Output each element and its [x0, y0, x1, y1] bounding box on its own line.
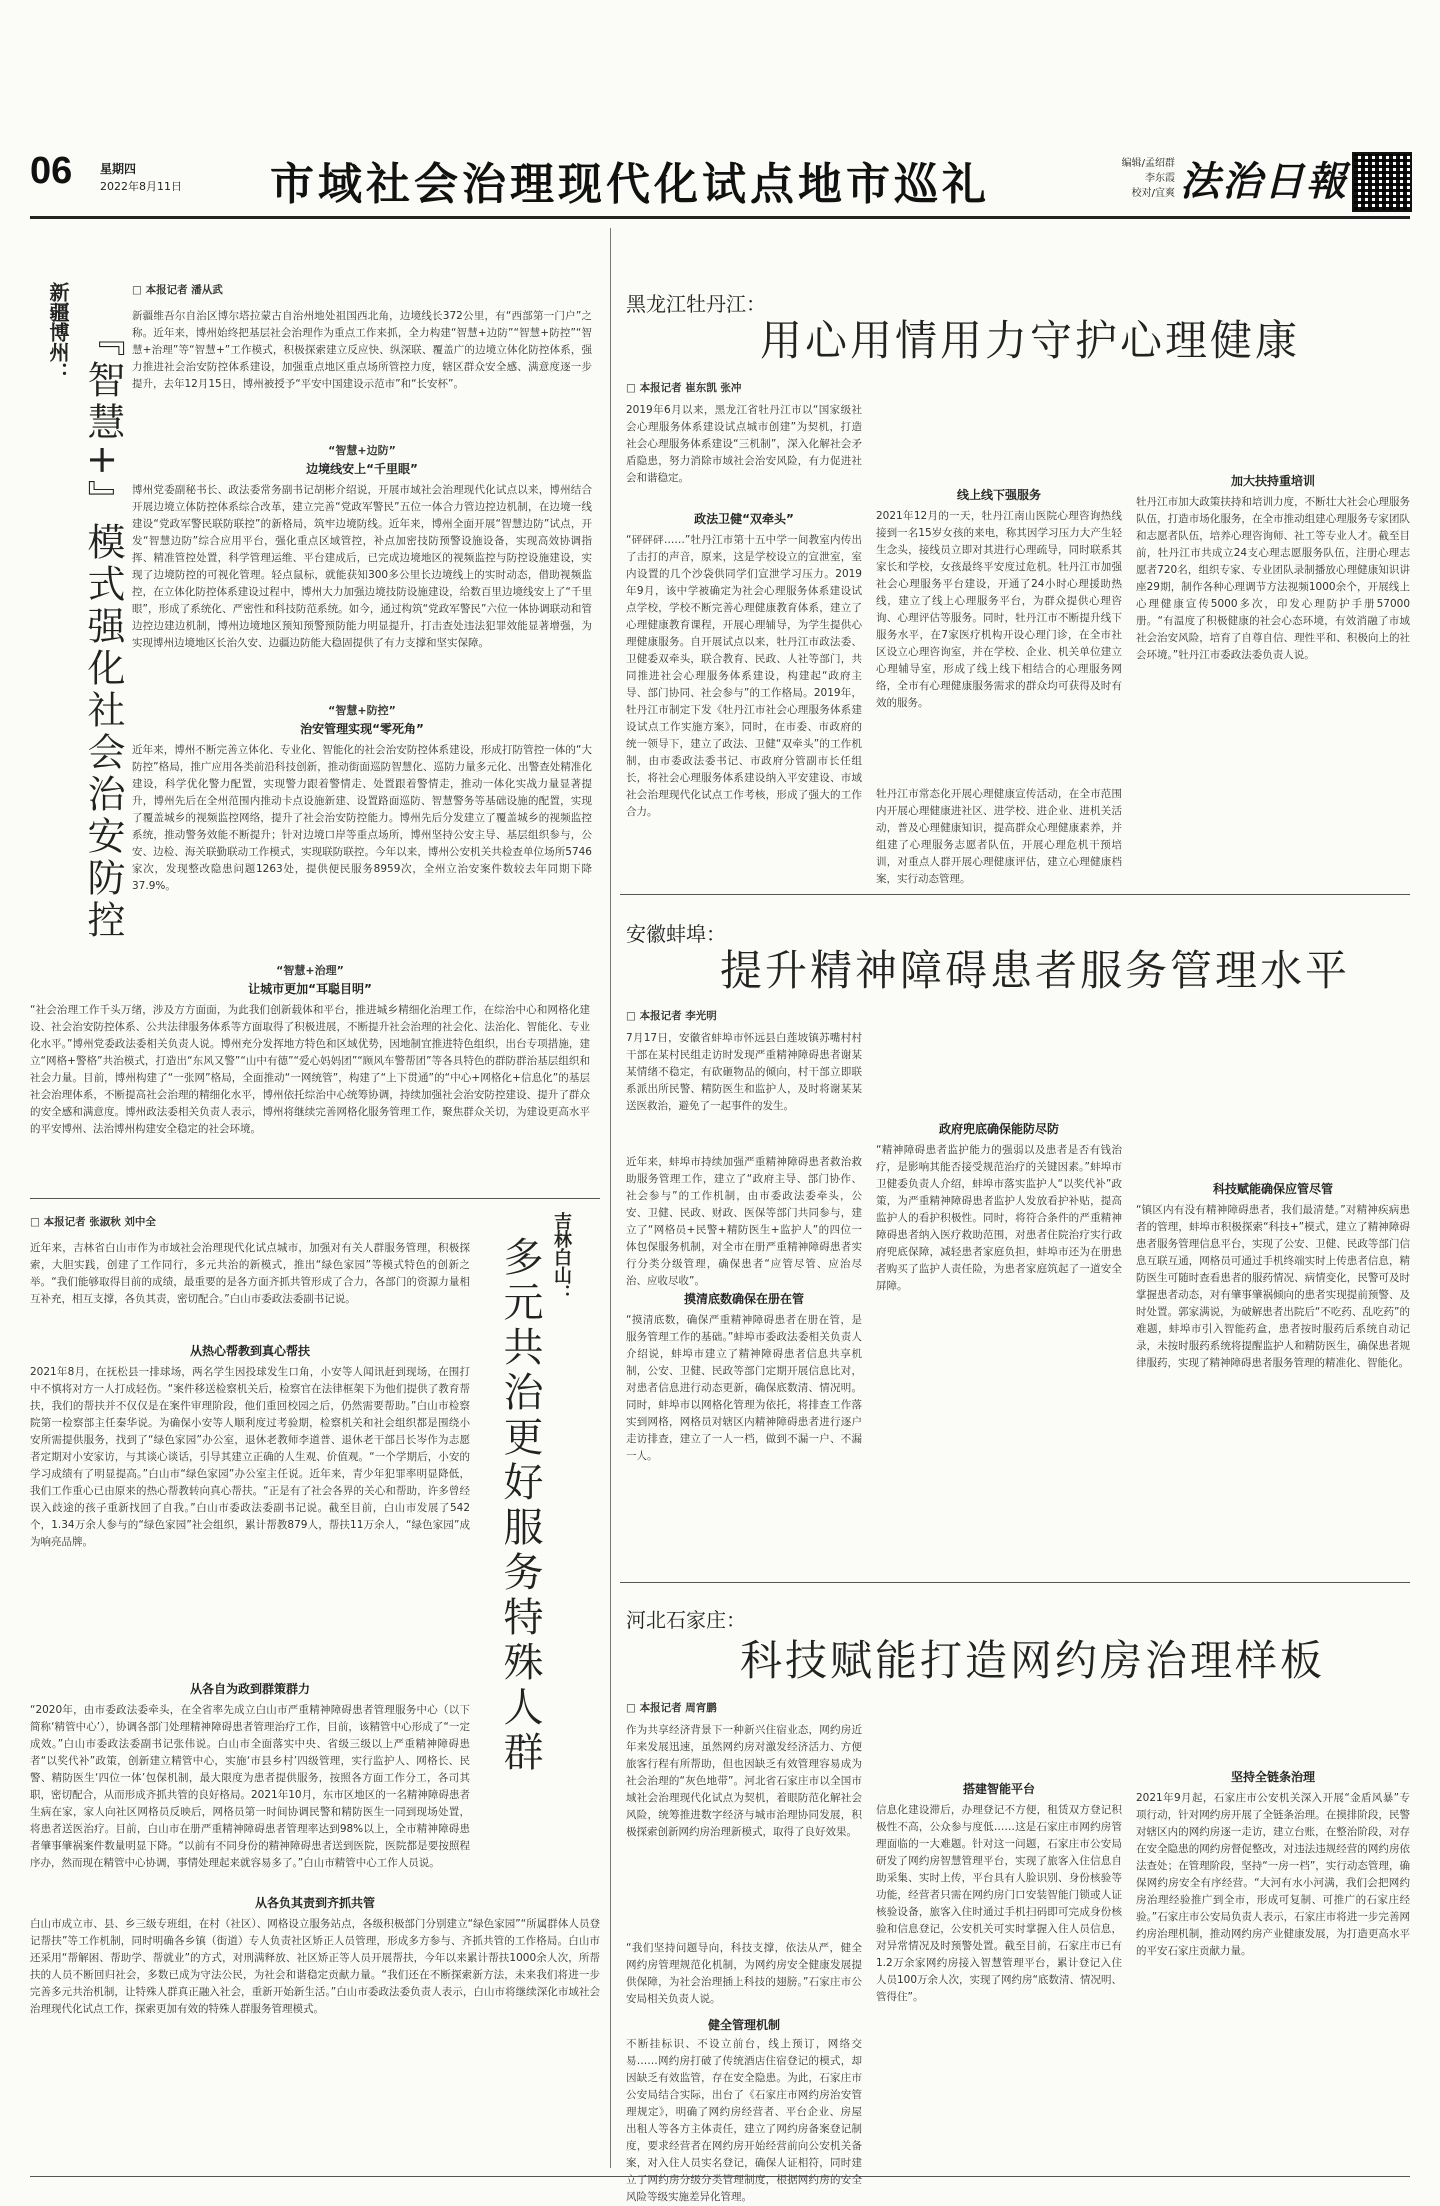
article-1-byline: □ 本报记者 潘从武	[132, 284, 223, 296]
article-3-section-2: 2021年12月的一天，牡丹江南山医院心理咨询热线接到一名15岁女孩的来电，称其因学习压力大产生轻生念头，接线员立即对其进行心理疏导，同时联系其家长和学校，女孩最终平安度过危机。牡丹江市加强社会心理服务平台建设，开通了24小时心理援助热线，建立了线上心理服务平台，为群众提供心理咨询、心理评估等服务。同时，牡丹江市不断提升线下服务水平，在7家医疗机构开设心理门诊，在全市社区设立心理咨询室，并在学校、企业、机关单位建立心理辅导室，形成了线上线下相结合的心理服务网络，全市有心理健康服务需求的群众均可获得及时有效的服务。	[876, 510, 1122, 709]
article-3-section-1-cont	[876, 380, 1122, 480]
article-4-title: 提升精神障碍患者服务管理水平	[720, 946, 1351, 995]
article-1-intro: 新疆维吾尔自治区博尔塔拉蒙古自治州地处祖国西北角，边境线长372公里，有“西部第一门户”之称。近年来，博州始终把基层社会治理作为重点工作来抓，全力构建“智慧+边防”“智慧+防控”“智慧+治理”等“智慧+”工作模式，积极探索建立反应快、纵深联、覆盖广的边境立体化防控体系，强力推进社会治安防控体系建设，加强重点地区重点场所管控力度，辖区群众安全感、满意度逐一步提升，去年12月15日，博州被授予“平安中国建设示范市”和“长安杯”。	[132, 310, 592, 390]
article-4-section-1: 近年来，蚌埠市持续加强严重精神障碍患者救治救助服务管理工作，建立了“政府主导、部门协作、社会参与”的工作机制，由市委政法委牵头，公安、卫健、民政、财政、医保等部门共同参与，建立了“网格员+民警+精防医生+监护人”的四位一体包保服务机制，对全市在册严重精神障碍患者实行分类分级管理，确保患者“应管尽管、应治尽治、应收尽收”。	[626, 1156, 862, 1287]
section-banner: 市域社会治理现代化试点地市巡礼	[270, 159, 990, 210]
article-1-subhead-3a: “智慧+治理”	[276, 964, 344, 977]
article-3-byline: □ 本报记者 崔东凯 张冲	[626, 382, 742, 394]
article-5-subhead-2: 搭建智能平台	[962, 1782, 1035, 1796]
article-3-kicker: 黑龙江牡丹江：	[626, 292, 766, 316]
article-1-subhead-3b: 让城市更加“耳聪目明”	[248, 982, 372, 996]
issue-date: 2022年8月11日	[100, 180, 182, 193]
article-3-section-1: “砰砰砰……”牡丹江市第十五中学一间教室内传出了击打的声音，原来，这是学校设立的宣泄室，室内设置的几个沙袋供同学们宣泄学习压力。2019年9月，该中学被确定为社会心理服务体系建设试点学校，学校不断完善心理健康教育体系，建立了心理健康教育课程，开展心理辅导，为学生提供心理健康服务。自开展试点以来，牡丹江市政法委、卫健委双牵头，联合教育、民政、人社等部门，共同推进社会心理服务体系建设，构建起“政府主导、部门协同、社会参与”的工作格局。2019年，牡丹江市制定下发《牡丹江市社会心理服务体系建设试点工作实施方案》，同时，在市委、市政府的统一领导下，建立了政法、卫健“双牵头”的工作机制，由市委政法委书记、市政府分管副市长任组长，将社会心理服务体系建设纳入平安建设、市域社会治理现代化试点工作考核，形成了强大的工作合力。	[626, 534, 862, 818]
article-2-subhead-1: 从热心帮教到真心帮扶	[189, 1344, 310, 1358]
article-4-intro: 7月17日，安徽省蚌埠市怀远县白莲坡镇苏嘴村村干部在某村民组走访时发现严重精神障碍患者谢某某情绪不稳定，有砍砸物品的倾向，村干部立即联系派出所民警、精防医生和监护人，及时将谢某某送医救治，避免了一起事件的发生。	[626, 1032, 862, 1112]
article-3-section-3: 牡丹江市常态化开展心理健康宣传活动，在全市范围内开展心理健康进社区、进学校、进企业、进机关活动，普及心理健康知识，提高群众心理健康素养，并组建了心理服务志愿者队伍，开展心理危机干预培训，对重点人群开展心理健康评估，建立心理健康档案，实行动态管理。	[876, 788, 1122, 885]
article-4-subhead-1: 摸清底数确保在册在管	[683, 1292, 804, 1306]
article-1-subhead-1b: 边境线安上“千里眼”	[306, 462, 418, 476]
article-3-intro: 2019年6月以来，黑龙江省牡丹江市以“国家级社会心理服务体系建设试点城市创建”为契机，打造社会心理服务体系建设“三机制”，深入化解社会矛盾隐患，努力消除市域社会治安风险，有力促进社会和谐稳定。	[626, 404, 862, 484]
article-3-section-4: 牡丹江市加大政策扶持和培训力度，不断壮大社会心理服务队伍，打造市场化服务，在全市推动组建心理服务专家团队和志愿者队伍，培养心理咨询师、社工等专业人才。截至目前，牡丹江市共成立24支心理志愿服务队伍，注册心理志愿者720名，组织专家、专业团队录制播放心理健康知识讲座29期，制作各种心理调节方法视频1000余个，开展线上心理健康宣传5000多次，印发心理防护手册57000册。“有温度了积极健康的社会心态环境，有效消融了市域社会治安风险，培育了自尊自信、理性平和、积极向上的社会环境。”牡丹江市委政法委负责人说。	[1136, 496, 1410, 661]
article-5-kicker: 河北石家庄：	[626, 1608, 746, 1632]
masthead-logo: 法治日報	[1180, 158, 1348, 205]
article-2-kicker: 吉林白山：	[551, 1212, 572, 1302]
editor-credit	[1085, 156, 1175, 201]
article-3-title: 用心用情用力守护心理健康	[760, 316, 1301, 365]
article-5-section-1: “我们坚持问题导向，科技支撑，依法从严，健全网约房管理规范化机制，为网约房安全健康发展提供保障，为社会治理插上科技的翅膀。”石家庄市公安局相关负责人说。	[626, 1942, 862, 2005]
article-4-byline: □ 本报记者 李光明	[626, 1010, 717, 1022]
article-3-subhead-1: 政法卫健“双牵头”	[694, 512, 794, 526]
article-divider-3	[620, 1582, 1410, 1583]
article-1-subhead-2b: 治安管理实现“零死角”	[300, 722, 424, 736]
article-1-subhead-2a: “智慧+防控”	[328, 704, 396, 717]
footer-rule	[30, 2176, 1410, 2177]
article-5-intro: 作为共享经济背景下一种新兴住宿业态，网约房近年来发展迅速，虽然网约房对激发经济活力、方便旅客行程有所帮助，但也因缺乏有效管理容易成为社会治理的“灰色地带”。河北省石家庄市以全国市域社会治理现代化试点为契机，着眼防范化解社会风险，统筹推进数字经济与城市治理协同发展，积极探索创新网约房治理新模式，取得了良好效果。	[626, 1724, 862, 1838]
article-1-subhead-1a: “智慧+边防”	[328, 444, 396, 457]
issue-weekday: 星期四	[100, 162, 137, 176]
article-5-byline: □ 本报记者 周宵鹏	[626, 1702, 717, 1714]
article-1-title: 『智慧+』模式强化社会治安防控	[81, 318, 125, 942]
article-2-subhead-3: 从各负其责到齐抓共管	[254, 1896, 375, 1910]
qr-code[interactable]	[1352, 152, 1412, 212]
article-2-title: 多元共治更好服务特殊人群	[497, 1236, 543, 1776]
header-rule	[30, 216, 1410, 219]
article-2-subhead-2: 从各自为政到群策群力	[189, 1682, 310, 1696]
article-2-intro: 近年来，吉林省白山市作为市域社会治理现代化试点城市，加强对有关人群服务管理，积极探索，大胆实践，创建了工作同行，多元共治的新模式，推出“绿色家园”等模式特色的创新之举。“我们能够取得目前的成绩，最重要的是各方面齐抓共管形成了合力，各部门的资源力量相互补充，相互支撑，各负其责，密切配合。”白山市委政法委副书记说。	[30, 1242, 470, 1305]
article-1-section-3: “社会治理工作千头万绪，涉及方方面面，为此我们创新载体和平台，推进城乡精细化治理工作，在综治中心和网格化建设、社会治安防控体系、公共法律服务体系等方面取得了积极进展，不断提升社会治理的社会化、法治化、智能化、专业化水平。”博州党委政法委相关负责人说。博州充分发挥地方特色和区域优势，因地制宜推进特色组织，出台专项措施，建立“网格+警格”共治模式，打造出“东风又警”“山中有德”“爱心妈妈团”“顾风车警帮团”等各具特色的群防群治基层组织和社会力量。目前，博州构建了“一张网”格局，全面推动“一网统管”，构建了“上下贯通”的“中心+网格化+信息化”的基层社会治理体系，不断提高社会治理的精细化水平，博州依托综治中心统筹协调，持续加强社会治安防控建设、提升了群众的安全感和满意度。博州政法委相关负责人表示，博州将继续完善网格化服务管理工作，聚焦群众关切，为建设更高水平的平安博州、法治博州构建安全稳定的社会环境。	[30, 1004, 590, 1135]
article-5-section-4: 2021年9月起，石家庄市公安机关深入开展“金盾风暴”专项行动，针对网约房开展了全链条治理。在摸排阶段，民警对辖区内的网约房逐一走访，建立台账，在整治阶段，对存在安全隐患的网约房督促整改，对违法违规经营的网约房依法查处；在管理阶段，坚持“一房一档”，实行动态管理，确保网约房安全有序经营。“大河有水小河满，我们会把网约房治理经验推广到全市，形成可复制、可推广的石家庄经验。”石家庄市公安局负责人表示，石家庄市将进一步完善网约房治理机制，推动网约房产业健康发展，为打造更高水平的平安石家庄贡献力量。	[1136, 1792, 1410, 1957]
article-2-section-3: 白山市成立市、县、乡三级专班组，在村（社区）、网格设立服务站点，各级积极部门分别建立“绿色家园”“所属群体人员登记帮扶”等工作机制，同时明确各乡镇（街道）专人负责社区矫正人员管理，形成多方参与、齐抓共管的工作格局。白山市还采用“帮解困、帮助学、帮就业”的方式，对刑满释放、社区矫正等人员开展帮扶，今年以来累计帮扶1000余人次，所帮扶的人员不断回归社会，多数已成为守法公民，为社会和谐稳定贡献力量。“我们还在不断探索新方法，未来我们将进一步完善多元共治机制，让特殊人群真正融入社会，重新开始新生活。”白山市委政法委负责人表示，白山市将继续深化市域社会治理现代化试点工作，探索更加有效的特殊人群服务管理模式。	[30, 1918, 600, 2015]
article-3-subhead-2: 线上线下强服务	[956, 488, 1041, 502]
article-5-subhead-3: 坚持全链条治理	[1230, 1770, 1315, 1784]
article-4-subhead-3: 科技赋能确保应管尽管	[1212, 1182, 1333, 1196]
proof-name: 校对/宜爽	[1131, 188, 1175, 199]
article-1-kicker: 新疆博州：	[46, 282, 70, 382]
article-5-subhead-1: 健全管理机制	[707, 2018, 780, 2032]
article-3-subhead-3: 加大扶持重培训	[1230, 474, 1315, 488]
page-number: 06	[30, 150, 73, 192]
article-1-section-2: 近年来，博州不断完善立体化、专业化、智能化的社会治安防控体系建设，形成打防管控一体的“大防控”格局，推广应用各类前沿科技创新，推动街面巡防智慧化、巡防力量多元化、出警查处精准化建设，科学优化警力配置，实现警力跟着警情走、处置跟着警情走，推动一体化实战力量显著提升，博州先后在全州范围内推动卡点设施新建、设置路面巡防、智慧警务等基础设施的配置，实现了覆盖城乡的视频监控网络，提升了社会治安防控能力。博州先后分发建立了覆盖城乡的视频监控系统，推动警务效能不断提升；针对边境口岸等重点场所，博州坚持公安主导、基层组织参与，公安、边检、海关联勤联动工作模式，实现联防联控。今年以来，博州公安机关共检查单位场所5746家次，发现整改隐患问题1263处，提供便民服务8959次，全州立治安案件数较去年同期下降37.9%。	[132, 744, 592, 892]
designer-name: 李东霞	[1145, 173, 1175, 184]
article-4-subhead-2: 政府兜底确保能防尽防	[938, 1122, 1059, 1136]
article-4-kicker: 安徽蚌埠：	[626, 922, 726, 946]
article-4-section-4: “镇区内有没有精神障碍患者，我们最清楚。”对精神疾病患者的管理，蚌埠市积极探索“科技+”模式，建立了精神障碍患者服务管理信息平台，实现了公安、卫健、民政等部门信息互联互通，网格员可通过手机终端实时上传患者信息，精防医生可随时查看患者的服药情况、病情变化，民警可及时掌握患者动态，对有肇事肇祸倾向的患者实现提前预警、及时处置。郭家满说，为破解患者出院后“不吃药、乱吃药”的难题，蚌埠市引入智能药盒，患者按时服药后系统自动记录，未按时服药系统将提醒监护人和精防医生，确保患者规律服药，实现了精神障碍患者服务管理的精准化、智能化。	[1136, 1204, 1410, 1369]
article-4-section-2: “摸清底数，确保严重精神障碍患者在册在管，是服务管理工作的基础。”蚌埠市委政法委相关负责人介绍说，蚌埠市建立了精神障碍患者信息共享机制，公安、卫健、民政等部门定期开展信息比对，对患者信息进行动态更新，确保底数清、情况明。同时，蚌埠市以网格化管理为依托，将排查工作落实到网格，网格员对辖区内精神障碍患者进行逐户走访排查，建立了一人一档，做到不漏一户、不漏一人。	[626, 1314, 862, 1462]
article-2-byline: □ 本报记者 张淑秋 刘中全	[30, 1216, 156, 1228]
column-divider-left	[610, 228, 611, 2168]
article-2-section-1: 2021年8月，在抚松县一排球场，两名学生因投球发生口角，小安等人闻讯赶到现场，在围打中不慎将对方一人打成轻伤。“案件移送检察机关后，检察官在法律框架下为他们提供了教育帮扶，我们的帮扶并不仅仅是在案件审理阶段，他们重回校园之后，仍然需要帮助。”白山市检察院第一检察部主任秦华说。为确保小安等人顺利度过考验期，检察机关和社会组织都是围绕小安所需提供服务，找到了“绿色家园”办公室，退休老教师李道普、退休老干部吕长岑作为志愿者定期对小安家访，与其谈心谈话，引导其建立正确的人生观、价值观。“一个学期后，小安的学习成绩有了明显提高。”白山市“绿色家园”办公室主任说。近年来，青少年犯罪率明显降低，我们工作重心已由原来的热心帮教转向真心帮扶。“正是有了社会各界的关心和帮助，许多曾经误入歧途的孩子重新找回了自我。”白山市委政法委副书记说。截至目前，白山市发展了542个，1.34万余人参与的“绿色家园”社会组织，累计帮教879人，帮扶11万余人，“绿色家园”成为响亮品牌。	[30, 1366, 470, 1548]
article-1-section-1: 博州党委副秘书长、政法委常务副书记胡彬介绍说，开展市域社会治理现代化试点以来，博州结合开展边境立体防控体系综合改革，建立完善“党政军警民”五位一体合力管边控边机制，在边境一线建设“党政军警民联防联控”的新格局，筑牢边境防线。近年来，博州全面开展“智慧边防”试点，开发“智慧边防”综合应用平台，强化重点区域管控，补点加密技防预警设施设备，实现高效协调指挥、精准管控处置，科学管理运维、平台建成后，已完成边境地区的视频监控与防控设施建设，实现了边境防控的可视化管理。轻点鼠标，就能获知300多公里长边境线上的实时动态，借助视频监控，在立体化防控体系建设过程中，博州大力加强边境技防设施建设，给数百里边境线安上了“千里眼”，形成了系统化、严密性和科技防范系统。如今，通过构筑“党政军警民”六位一体协调联动和管边控边建边机制，博州边境地区预知预警预防能力明显提升，打击查处违法犯罪效能显著增强，为实现博州边境地区长治久安、边疆边防能大稳固提供了有力支撑和坚实保障。	[132, 484, 592, 649]
article-5-section-3: 信息化建设滞后，办理登记不方便，租赁双方登记积极性不高，公众参与度低……这是石家庄市网约房管理面临的一大难题。针对这一问题，石家庄市公安局研发了网约房智慧管理平台，实现了旅客入住信息自助采集、实时上传，平台具有人脸识别、身份核验等功能，经营者只需在网约房门口安装智能门锁或人证核验设备，旅客入住时通过手机扫码即可完成身份核验和信息登记，公安机关可实时掌握入住人员信息，对异常情况及时预警处置。截至目前，石家庄市已有1.2万余家网约房接入智慧管理平台，累计登记入住人员100万余人次，实现了网约房“底数清、情况明、管得住”。	[876, 1804, 1122, 2003]
article-2-section-2: “2020年，由市委政法委牵头，在全省率先成立白山市严重精神障碍患者管理服务中心（以下简称‘精管中心’），协调各部门处理精神障碍患者管理治疗工作，目前，该精管中心形成了“一定成效。”白山市委政法委副书记张伟说。白山市全面落实中央、省级三级以上严重精神障碍患者“以奖代补”政策，创新建立精管中心，实施‘市县乡村’四级管理，实行监护人、网格长、民警、精防医生‘四位一体’包保机制，最大限度为患者提供服务，按照各方面工作分工，各司其职，密切配合，从而形成齐抓共管的良好格局。2021年10月，东市区地区的一名精神障碍患者生病在家，家人向社区网格员反映后，网格员第一时间协调民警和精防医生一同到现场处置，将患者送医治疗。目前，白山市在册严重精神障碍患者管理率达到98%以上，全市精神障碍患者肇事肇祸案件数量明显下降。“以前有不同身份的精神障碍患者送到医院，医院都是要按照程序办，然而现在精管中心协调，事情处理起来就容易多了。”白山市精管中心工作人员说。	[30, 1704, 470, 1869]
article-divider-2	[620, 894, 1410, 895]
article-5-title: 科技赋能打造网约房治理样板	[740, 1636, 1326, 1685]
editor-name: 编辑/孟绍群	[1121, 158, 1175, 169]
article-5-section-2: 不断挂标识、不设立前台，线上预订，网络交易……网约房打破了传统酒店住宿登记的模式，却因缺乏有效监管，存在安全隐患。为此，石家庄市公安局结合实际，出台了《石家庄市网约房治安管理规定》，明确了网约房经营者、平台企业、房屋出租人等各方主体责任，建立了网约房备案登记制度，要求经营者在网约房开始经营前向公安机关备案，对入住人员实名登记，确保人证相符，同时建立了网约房分级分类管理制度，根据网约房的安全风险等级实施差异化管理。	[626, 2038, 862, 2203]
article-divider-1	[30, 1198, 600, 1199]
article-4-section-3: “精神障碍患者监护能力的强弱以及患者是否有钱治疗，是影响其能否接受规范治疗的关键因素。”蚌埠市卫健委负责人介绍，蚌埠市落实监护人“以奖代补”政策，为严重精神障碍患者监护人发放看护补贴，提高监护人的看护积极性。同时，将符合条件的严重精神障碍患者纳入医疗救助范围，对患者住院治疗实行政府兜底保障，减轻患者家庭负担，蚌埠市还为在册患者购买了监护人责任险，为患者家庭筑起了一道安全屏障。	[876, 1144, 1122, 1292]
